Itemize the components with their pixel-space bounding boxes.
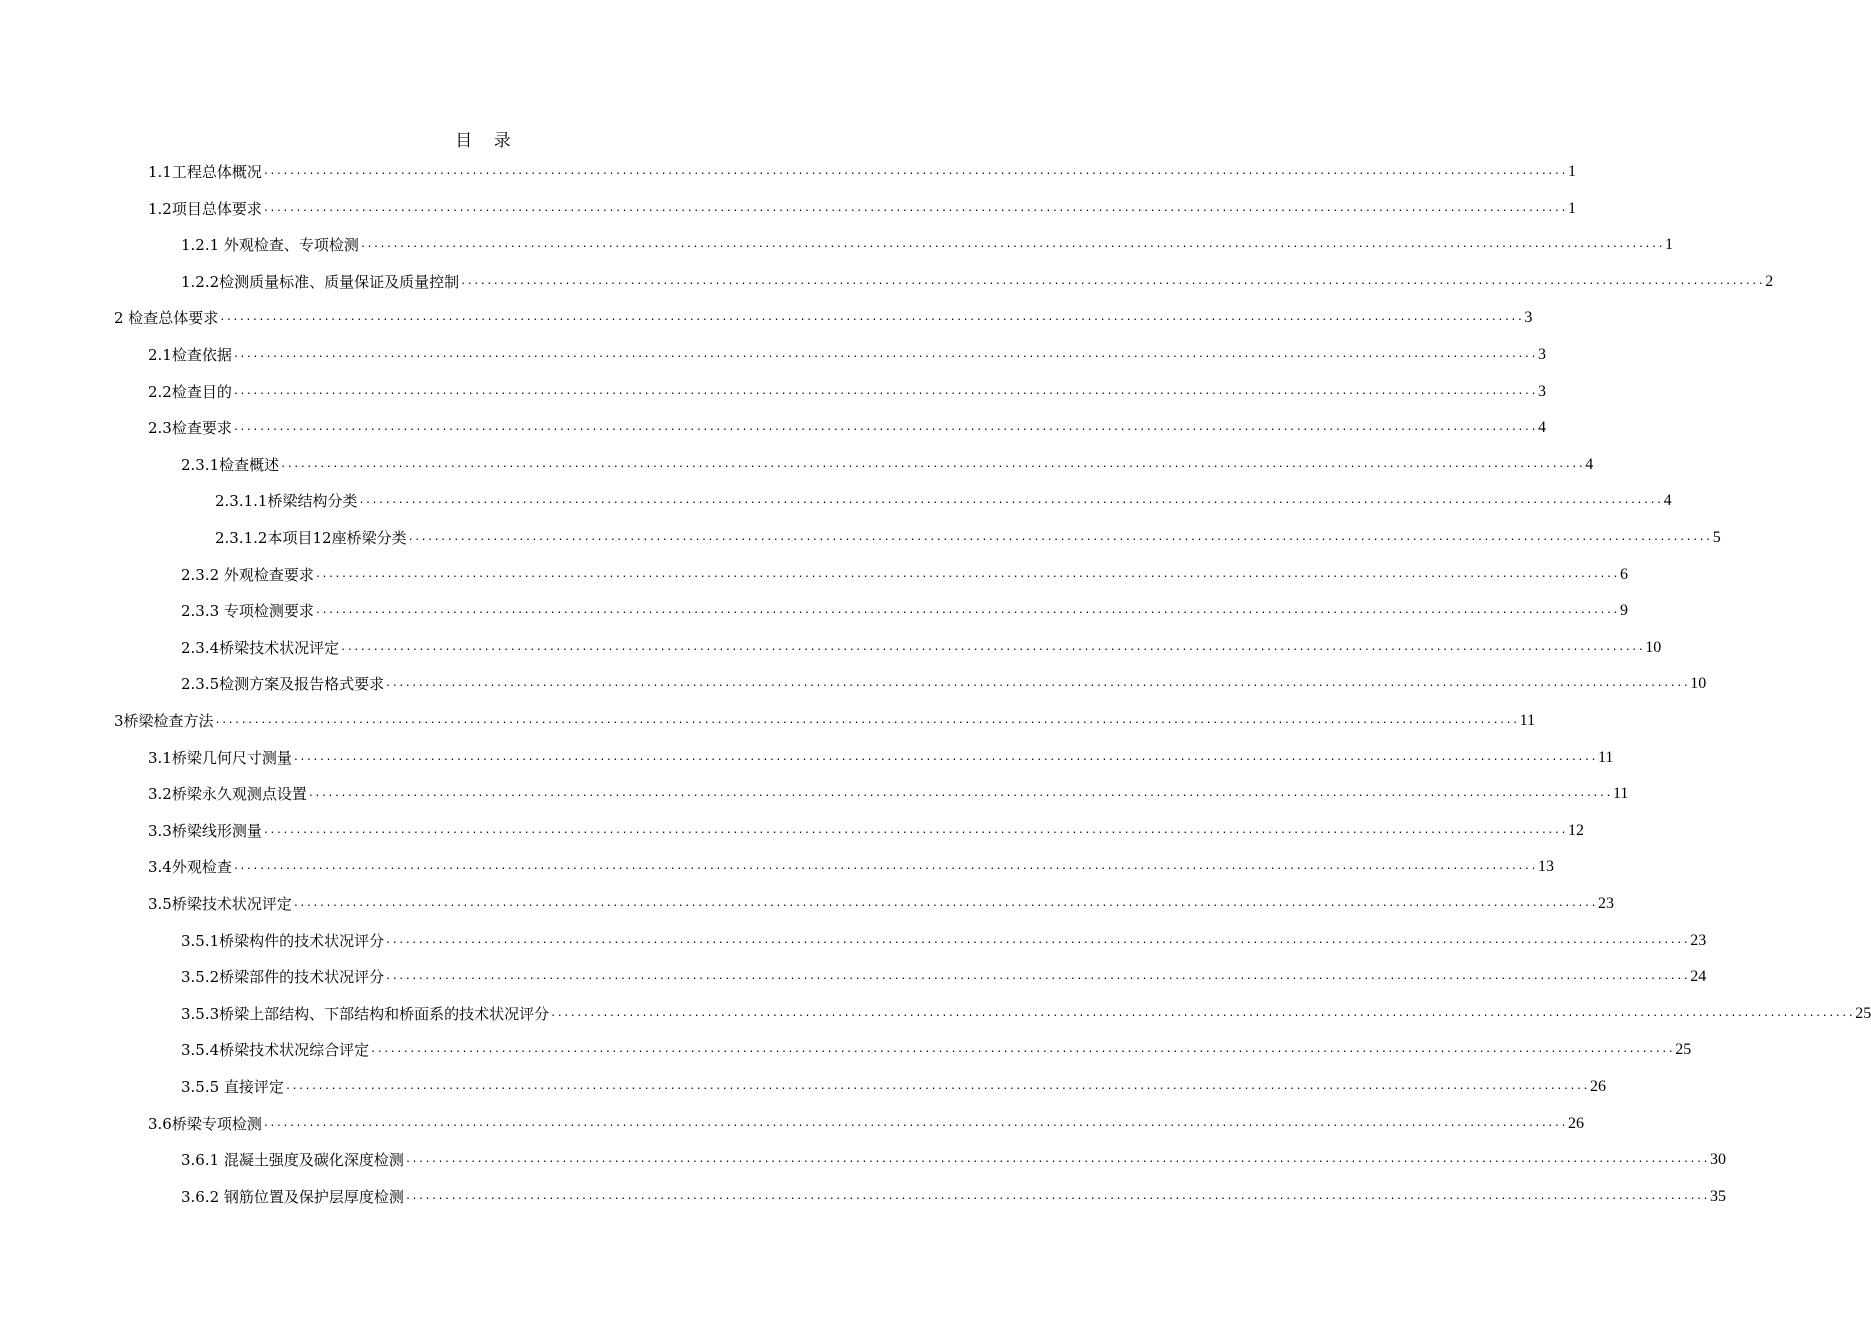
toc-entry[interactable] bbox=[181, 925, 1707, 951]
toc-entry-page-number: 3 bbox=[1537, 383, 1546, 400]
toc-entry-label: 3桥梁检查方法 bbox=[114, 712, 214, 730]
toc-entry-label: 3.3桥梁线形测量 bbox=[148, 822, 262, 840]
toc-dot-leader: ........................................................................................................................................................................................................ bbox=[404, 1154, 1710, 1165]
toc-dot-leader: ........................................................................................................................................................................................................ bbox=[214, 715, 1519, 726]
toc-entry-label: 2.3.2 外观检查要求 bbox=[181, 566, 314, 584]
toc-dot-leader: ........................................................................................................................................................................................................ bbox=[262, 203, 1567, 214]
toc-entry-label: 3.2桥梁永久观测点设置 bbox=[148, 785, 307, 803]
toc-entry-page-number: 30 bbox=[1710, 1151, 1727, 1168]
toc-entry-label: 3.5.5 直接评定 bbox=[181, 1078, 284, 1096]
toc-entry[interactable] bbox=[181, 632, 1662, 658]
toc-entry-page-number: 4 bbox=[1663, 492, 1672, 509]
toc-entry[interactable] bbox=[181, 668, 1707, 694]
toc-entry[interactable] bbox=[148, 376, 1546, 402]
toc-dot-leader: ........................................................................................................................................................................................................ bbox=[404, 1191, 1710, 1202]
toc-dot-leader: ........................................................................................................................................................................................................ bbox=[550, 1008, 1855, 1019]
toc-entry-page-number: 1 bbox=[1567, 200, 1576, 217]
toc-entry-page-number: 23 bbox=[1597, 895, 1614, 912]
toc-entry-label: 2.3检查要求 bbox=[148, 419, 232, 437]
toc-entry-label: 2.3.3 专项检测要求 bbox=[181, 602, 314, 620]
toc-entry-page-number: 1 bbox=[1665, 236, 1674, 253]
toc-entry-page-number: 11 bbox=[1519, 712, 1536, 729]
toc-entry-label: 3.6.2 钢筋位置及保护层厚度检测 bbox=[181, 1188, 404, 1206]
toc-entry[interactable] bbox=[148, 193, 1576, 219]
toc-entry-label: 3.5桥梁技术状况评定 bbox=[148, 895, 292, 913]
toc-dot-leader: ........................................................................................................................................................................................................ bbox=[340, 642, 1645, 653]
toc-entry-page-number: 3 bbox=[1524, 309, 1533, 326]
toc-entry-label: 2.3.1.2本项目12座桥梁分类 bbox=[215, 529, 407, 547]
toc-entry-page-number: 5 bbox=[1712, 529, 1721, 546]
toc-dot-leader: ........................................................................................................................................................................................................ bbox=[358, 495, 1663, 506]
toc-entry-label: 3.1桥梁几何尺寸测量 bbox=[148, 749, 292, 767]
toc-entry[interactable] bbox=[148, 156, 1576, 182]
toc-entry-page-number: 23 bbox=[1690, 932, 1707, 949]
toc-entry-label: 3.6.1 混凝土强度及碳化深度检测 bbox=[181, 1151, 404, 1169]
toc-dot-leader: ........................................................................................................................................................................................................ bbox=[232, 386, 1537, 397]
toc-entry[interactable] bbox=[181, 1034, 1692, 1060]
toc-entry[interactable] bbox=[181, 595, 1629, 621]
toc-entry-page-number: 26 bbox=[1567, 1115, 1584, 1132]
toc-dot-leader: ........................................................................................................................................................................................................ bbox=[385, 935, 1690, 946]
toc-entry-page-number: 4 bbox=[1585, 456, 1594, 473]
toc-entry[interactable] bbox=[181, 449, 1594, 475]
toc-entry[interactable] bbox=[148, 815, 1584, 841]
toc-dot-leader: ........................................................................................................................................................................................................ bbox=[292, 752, 1597, 763]
toc-entry-page-number: 13 bbox=[1537, 858, 1554, 875]
toc-entry[interactable] bbox=[148, 778, 1629, 804]
toc-dot-leader: ........................................................................................................................................................................................................ bbox=[280, 459, 1585, 470]
toc-dot-leader: ........................................................................................................................................................................................................ bbox=[314, 569, 1620, 580]
toc-entry[interactable] bbox=[181, 266, 1774, 292]
toc-entry-page-number: 2 bbox=[1765, 273, 1774, 290]
toc-entry-page-number: 11 bbox=[1612, 785, 1629, 802]
toc-dot-leader: ........................................................................................................................................................................................................ bbox=[359, 239, 1665, 250]
toc-dot-leader: ........................................................................................................................................................................................................ bbox=[407, 532, 1712, 543]
toc-entry-page-number: 10 bbox=[1690, 675, 1707, 692]
toc-entry[interactable] bbox=[114, 705, 1536, 731]
toc-entry-label: 3.4外观检查 bbox=[148, 858, 232, 876]
toc-entry-page-number: 35 bbox=[1710, 1188, 1727, 1205]
toc-entry[interactable] bbox=[148, 1108, 1584, 1134]
toc-dot-leader: ........................................................................................................................................................................................................ bbox=[232, 349, 1537, 360]
toc-dot-leader: ........................................................................................................................................................................................................ bbox=[307, 788, 1612, 799]
toc-entry[interactable] bbox=[148, 412, 1546, 438]
toc-entry-label: 1.2.2检测质量标准、质量保证及质量控制 bbox=[181, 273, 460, 291]
toc-entry-label: 2.3.5检测方案及报告格式要求 bbox=[181, 675, 385, 693]
toc-entry-page-number: 11 bbox=[1597, 749, 1614, 766]
toc-dot-leader: ........................................................................................................................................................................................................ bbox=[262, 1118, 1567, 1129]
toc-entry-page-number: 9 bbox=[1620, 602, 1629, 619]
toc-dot-leader: ........................................................................................................................................................................................................ bbox=[262, 166, 1567, 177]
toc-title: 目 录 bbox=[455, 131, 519, 151]
toc-dot-leader: ........................................................................................................................................................................................................ bbox=[219, 312, 1524, 323]
toc-entry-page-number: 25 bbox=[1855, 1005, 1871, 1022]
toc-dot-leader: ........................................................................................................................................................................................................ bbox=[292, 898, 1597, 909]
toc-entry-page-number: 3 bbox=[1537, 346, 1546, 363]
toc-dot-leader: ........................................................................................................................................................................................................ bbox=[262, 825, 1567, 836]
toc-entry-label: 3.6桥梁专项检测 bbox=[148, 1115, 262, 1133]
toc-dot-leader: ........................................................................................................................................................................................................ bbox=[232, 861, 1537, 872]
toc-dot-leader: ........................................................................................................................................................................................................ bbox=[314, 605, 1620, 616]
toc-entry-label: 3.5.1桥梁构件的技术状况评分 bbox=[181, 932, 385, 950]
toc-entry[interactable] bbox=[181, 961, 1707, 987]
toc-dot-leader: ........................................................................................................................................................................................................ bbox=[284, 1081, 1590, 1092]
toc-entry-page-number: 4 bbox=[1537, 419, 1546, 436]
toc-dot-leader: ........................................................................................................................................................................................................ bbox=[385, 678, 1690, 689]
toc-entry-page-number: 1 bbox=[1567, 163, 1576, 180]
toc-entry-label: 3.5.3桥梁上部结构、下部结构和桥面系的技术状况评分 bbox=[181, 1005, 550, 1023]
toc-entry-label: 2.1检查依据 bbox=[148, 346, 232, 364]
toc-entry-page-number: 12 bbox=[1567, 822, 1584, 839]
toc-entry-label: 2.3.4桥梁技术状况评定 bbox=[181, 639, 340, 657]
toc-entry-label: 3.5.2桥梁部件的技术状况评分 bbox=[181, 968, 385, 986]
toc-entry-page-number: 26 bbox=[1590, 1078, 1607, 1095]
toc-entry-page-number: 24 bbox=[1690, 968, 1707, 985]
toc-entry[interactable] bbox=[148, 339, 1546, 365]
toc-entry-label: 1.1工程总体概况 bbox=[148, 163, 262, 181]
toc-entry[interactable] bbox=[181, 1144, 1727, 1170]
toc-entry-label: 2 检查总体要求 bbox=[114, 309, 219, 327]
toc-entry[interactable] bbox=[148, 742, 1614, 768]
toc-entry-label: 3.5.4桥梁技术状况综合评定 bbox=[181, 1041, 370, 1059]
toc-entry[interactable] bbox=[114, 302, 1533, 328]
toc-entry-page-number: 10 bbox=[1645, 639, 1662, 656]
toc-entry-page-number: 25 bbox=[1675, 1041, 1692, 1058]
toc-entry[interactable] bbox=[215, 485, 1672, 511]
toc-dot-leader: ........................................................................................................................................................................................................ bbox=[370, 1044, 1675, 1055]
toc-entry-label: 1.2项目总体要求 bbox=[148, 200, 262, 218]
toc-entry-label: 2.3.1检查概述 bbox=[181, 456, 280, 474]
toc-entry[interactable] bbox=[181, 998, 1871, 1024]
toc-entry[interactable] bbox=[181, 559, 1629, 585]
toc-entry[interactable] bbox=[148, 888, 1614, 914]
toc-entry[interactable] bbox=[181, 229, 1674, 255]
toc-dot-leader: ........................................................................................................................................................................................................ bbox=[385, 971, 1690, 982]
toc-entry-label: 1.2.1 外观检查、专项检测 bbox=[181, 236, 359, 254]
toc-entry[interactable] bbox=[181, 1071, 1607, 1097]
toc-entry-label: 2.2检查目的 bbox=[148, 383, 232, 401]
toc-entry[interactable] bbox=[181, 1181, 1727, 1207]
toc-entry-label: 2.3.1.1桥梁结构分类 bbox=[215, 492, 358, 510]
toc-entry[interactable] bbox=[148, 851, 1554, 877]
toc-entry[interactable] bbox=[215, 522, 1721, 548]
toc-dot-leader: ........................................................................................................................................................................................................ bbox=[232, 422, 1537, 433]
toc-dot-leader: ........................................................................................................................................................................................................ bbox=[460, 276, 1765, 287]
toc-entry-page-number: 6 bbox=[1620, 566, 1629, 583]
